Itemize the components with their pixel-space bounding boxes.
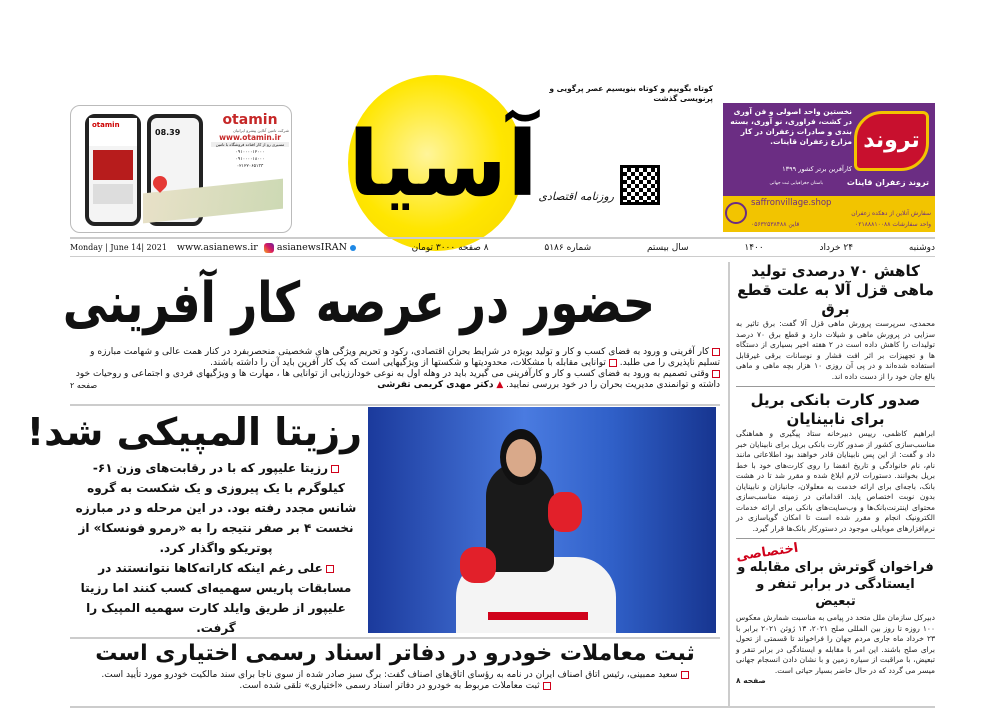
trond-logo: تروند — [854, 111, 929, 171]
instagram-handle[interactable]: asianewsIRAN — [276, 242, 347, 253]
rizita-body: رزیتا علیپور که با در رقابت‌های وزن ۶۱- کیلوگرم با یک پیروزی و یک شکست به گروه شانس مجدد رفته بود. در این مرحله و در مبارزه نخست ۴ بر صفر نتیجه را به «رمرو فونسکا» از پوتریکو واگذار کرد. علی رغم اینکه کاراته‌کاها نتوانستند در مسابقات پاریس سهمیه‌ای کسب کنند اما رزیتا علیپور از طریق وایلد کارت سهمیه المپیک را گرفت. — [75, 461, 357, 635]
story3-headline[interactable]: فراخوان گوترش برای مقابله و ایستادگی در برابر تنفر و تبعیض — [737, 560, 934, 609]
bottom-body: سعید ممبینی، رئیس اتاق اصناف ایران در نامه به رؤسای اتاق‌های اصناف گفت: برگ سبز صادر شده از سوی ناجا برای سند مالکیت خودرو مورد تأیید است. ثبت معاملات مربوط به خودرو در دفاتر اسناد رسمی «اختیاری» تلقی شده است. — [70, 670, 720, 692]
otamin-logo: otamin — [222, 112, 278, 128]
story1-headline[interactable]: کاهش ۷۰ درصدی تولید ماهی قزل آلا به علت قطع برق — [737, 262, 934, 318]
story3-body: دبیرکل سازمان ملل متحد در پیامی به مناسبت شمارش معکوس ۱۰۰ روزه تا روز بین المللی صلح ۲۰۲۱، ۱۳ ژوئن ۲۰۲۱ برابر با ۲۳ خرداد ماه جاری مردم جهان را فراخواند تا قسمتی از تحول برای صلح باشند. این امر با مقابله و ایستادگی در برابر تنفر و تبعیض، با مراقبت از سیاره زمین و با نشان دادن انسجام جهانی میسر می گردد که در حال حاضر بسیار حیاتی است. — [736, 613, 935, 675]
story3-page-ref[interactable]: صفحه ۸ — [736, 676, 766, 685]
story1-body: محمدی، سرپرست پرورش ماهی قزل آلا گفت: برق تاثیر به سزایی در پرورش ماهی و شیلات دارد و قطع برق ۷۰ درصد تولیدات را کاهش داده است در ۲ هفته اخیر بسیاری از دستگاه ها و تجهیزات بر اثر افت فشار و نوسانات برقی غیرقابل استفاده شده‌اند و در پی آن روزی ۱۰ هزار بچه ماهی و ماهی بالغ جان خود را از دست داده اند. — [736, 319, 935, 381]
page-ref[interactable]: صفحه ۲ — [70, 381, 98, 390]
otamin-advertisement[interactable]: otamin 08.39 otamin شرکت تامین آنلاین پیشرو ایرانیان www.otamin.ir مسیری رو از کار افتاده فروشگاه با تامین ۰۹۱۰۰۰۰۱۲۰۰۰ ۰۹۱۰۰۰۰۱۸۰۰۰ ۰۲۱۲۲۰۶۵۱۳۳ — [70, 105, 292, 233]
phone-image: otamin — [85, 114, 141, 226]
story2-body: ابراهیم کاظمی، رییس دبیرخانه ستاد پیگیری و هماهنگی مناسب‌سازی کشور از صدور کارت بانکی بریل برای نابینایان خبر داد و گفت: از این پس نابینایان قادر خواهند بود اطلاعاتی مانند نام، نام خانوادگی و تاریخ انقضا را روی کارت‌های خود با خط بریل بخوانند. دستورات لازم ابلاغ شده و مقرر شد تا در هشت بانک، باجه‌ای برای ارائه خدمت به معلولان، جانبازان و نابینایان بدون نوبت اختصاص یابد. اقداماتی در زمینه مناسب‌سازی محتوای اینترنت‌بانک‌ها و وب‌سایت‌های بانکی برای ارائه خدمات الکترونیک انجام و مقرر شده است تا امکان گویاسازی در نرم‌افزارهای موبایلی موجود در دستورکار بانک‌ها قرار گیرد. — [736, 429, 935, 533]
masthead-subtitle: روزنامه اقتصادی — [538, 190, 614, 203]
rizita-headline[interactable]: رزیتا المپیکی شد! — [26, 410, 362, 454]
karate-athlete-photo — [368, 407, 716, 633]
masthead-title: آسیا — [348, 112, 538, 217]
sidebar-column — [728, 262, 935, 707]
website-link[interactable]: www.asianews.ir — [176, 242, 258, 253]
heritage-seal-icon — [725, 202, 747, 224]
otamin-url[interactable]: www.otamin.ir — [219, 133, 281, 142]
bottom-headline[interactable]: ثبت معاملات خودرو در دفاتر اسناد رسمی اختیاری است — [95, 641, 695, 666]
story2-headline[interactable]: صدور کارت بانکی بریل برای نابینایان — [750, 391, 921, 428]
main-lead: کار آفرینی و ورود به فضای کسب و کار و تولید بویژه در شرایط بحران اقتصادی، رکود و تحریم ویژگی های شخصیتی منحصربفرد در کنار همت عالی و شهامت مبارزه و تسلیم ناپذیری را می طلبد. توانایی مقابله با مشکلات، محدودیتها و شکستها از ویژگیهایی است که یک کار آفرین باید آن را داشته باشند. وقتی تصمیم به ورود به فضای کسب و کار و کارآفرینی می گیرید باید در وهله اول به نوعی خودارزیابی از توانایی ها ، مهارت ها و ویژگیهای فردی و اجتماعی و روحیات خود داشته و توانمندی مدیریت بحران را در خود بررسی نمایید. ▲ دکتر مهدی کریمی تفرشی صفحه ۲ — [70, 347, 720, 390]
qr-code-icon[interactable] — [620, 165, 660, 205]
phone-image: 08.39 — [147, 114, 203, 226]
instagram-icon — [264, 243, 274, 253]
main-headline[interactable]: حضور در عرصه کار آفرینی — [62, 271, 656, 336]
masthead-motto: کوتاه بگوییم و کوتاه بنویسیم عصر پرگویی و پرنویسی گذشت — [549, 84, 713, 103]
dateline-bar: Monday | June 14| 2021 www.asianews.ir asianewsIRAN ۸ صفحه ۳۰۰۰ تومان شماره ۵۱۸۶ سال بیستم ۱۴۰۰ ۲۴ خرداد دوشنبه — [70, 237, 935, 257]
verified-icon — [350, 245, 356, 251]
saffron-advertisement[interactable]: تروند نخستین واحد اصولی و فن آوری در کشت، فراوری، نو آوری، بسته بندی و صادرات زعفران در کار مزارع زعفران قاینات. کارآفرین برتر کشور ۱۳۹۹ تروند زعفران قاینات باستان جغرافیایی ثبت جهانی saffronvillage.shop سفارش آنلاین از دهکده زعفران قاین ۰۵۶۳۲۵۳۸۴۸۸ واحد سفارشات ۰۲۱۸۸۸۱۰۰۸۸ — [723, 103, 935, 232]
exclusive-badge: اختصاصی — [735, 540, 800, 565]
author-name: دکتر مهدی کریمی تفرشی — [377, 380, 494, 390]
ad-contact-band: saffronvillage.shop سفارش آنلاین از دهکده زعفران قاین ۰۵۶۳۲۵۳۸۴۸۸ واحد سفارشات ۰۲۱۸۸۸۱۰۰۸۸ — [723, 196, 935, 232]
